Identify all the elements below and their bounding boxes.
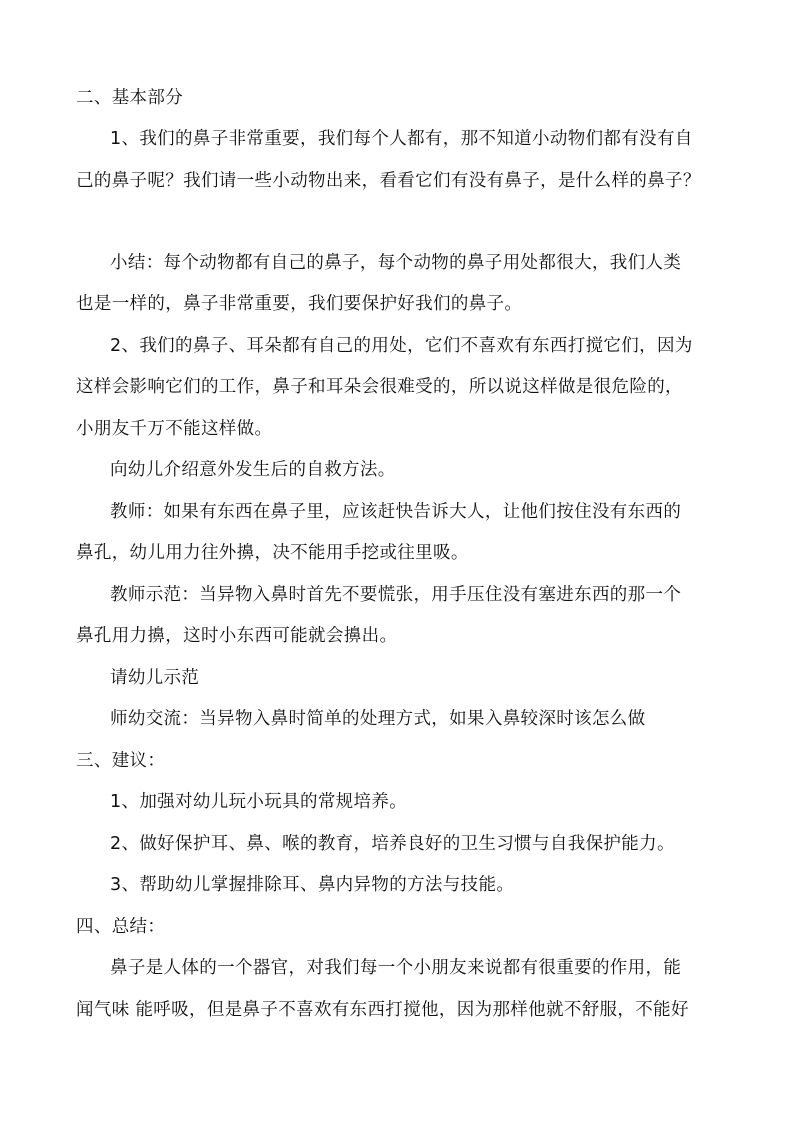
list-item: 2、做好保护耳、鼻、喉的教育，培养良好的卫生习惯与自我保护能力。 <box>110 834 675 854</box>
paragraph-line: 闻气味 能呼吸，但是鼻子不喜欢有东西打搅他，因为那样他就不舒服，不能好 <box>76 1000 689 1020</box>
paragraph-line: 小朋友千万不能这样做。 <box>76 419 273 439</box>
paragraph-line: 2、我们的鼻子、耳朵都有自己的用处，它们不喜欢有东西打搅它们，因为 <box>110 336 693 356</box>
paragraph-line: 小结：每个动物都有自己的鼻子，每个动物的鼻子用处都很大，我们人类 <box>110 253 682 273</box>
paragraph-line: 教师示范：当异物入鼻时首先不要慌张，用手压住没有塞进东西的那一个 <box>110 585 682 605</box>
paragraph-line: 师幼交流：当异物入鼻时简单的处理方式，如果入鼻较深时该怎么做 <box>110 709 646 729</box>
paragraph-line: 向幼儿介绍意外发生后的自救方法。 <box>110 460 396 480</box>
paragraph-line: 1、我们的鼻子非常重要，我们每个人都有，那不知道小动物们都有没有自 <box>110 129 693 149</box>
list-item: 3、帮助幼儿掌握排除耳、鼻内异物的方法与技能。 <box>110 875 515 895</box>
paragraph-line: 鼻孔用力擤，这时小东西可能就会擤出。 <box>76 626 398 646</box>
paragraph-line: 鼻子是人体的一个器官，对我们每一个小朋友来说都有很重要的作用，能 <box>110 958 682 978</box>
list-item: 1、加强对幼儿玩小玩具的常规培养。 <box>110 792 408 812</box>
paragraph-line: 教师：如果有东西在鼻子里，应该赶快告诉大人，让他们按住没有东西的 <box>110 502 682 522</box>
section-heading-suggestions: 三、建议： <box>76 751 166 771</box>
section-heading-summary: 四、总结： <box>76 917 166 937</box>
paragraph-line: 己的鼻子呢？我们请一些小动物出来，看看它们有没有鼻子，是什么样的鼻子？ <box>76 171 701 191</box>
paragraph-line: 也是一样的，鼻子非常重要，我们要保护好我们的鼻子。 <box>76 294 523 314</box>
paragraph-line: 请幼儿示范 <box>110 668 200 688</box>
section-heading-basic: 二、基本部分 <box>76 88 184 108</box>
paragraph-line: 鼻孔，幼儿用力往外擤，决不能用手挖或往里吸。 <box>76 543 469 563</box>
paragraph-line: 这样会影响它们的工作，鼻子和耳朵会很难受的，所以说这样做是很危险的， <box>76 377 683 397</box>
